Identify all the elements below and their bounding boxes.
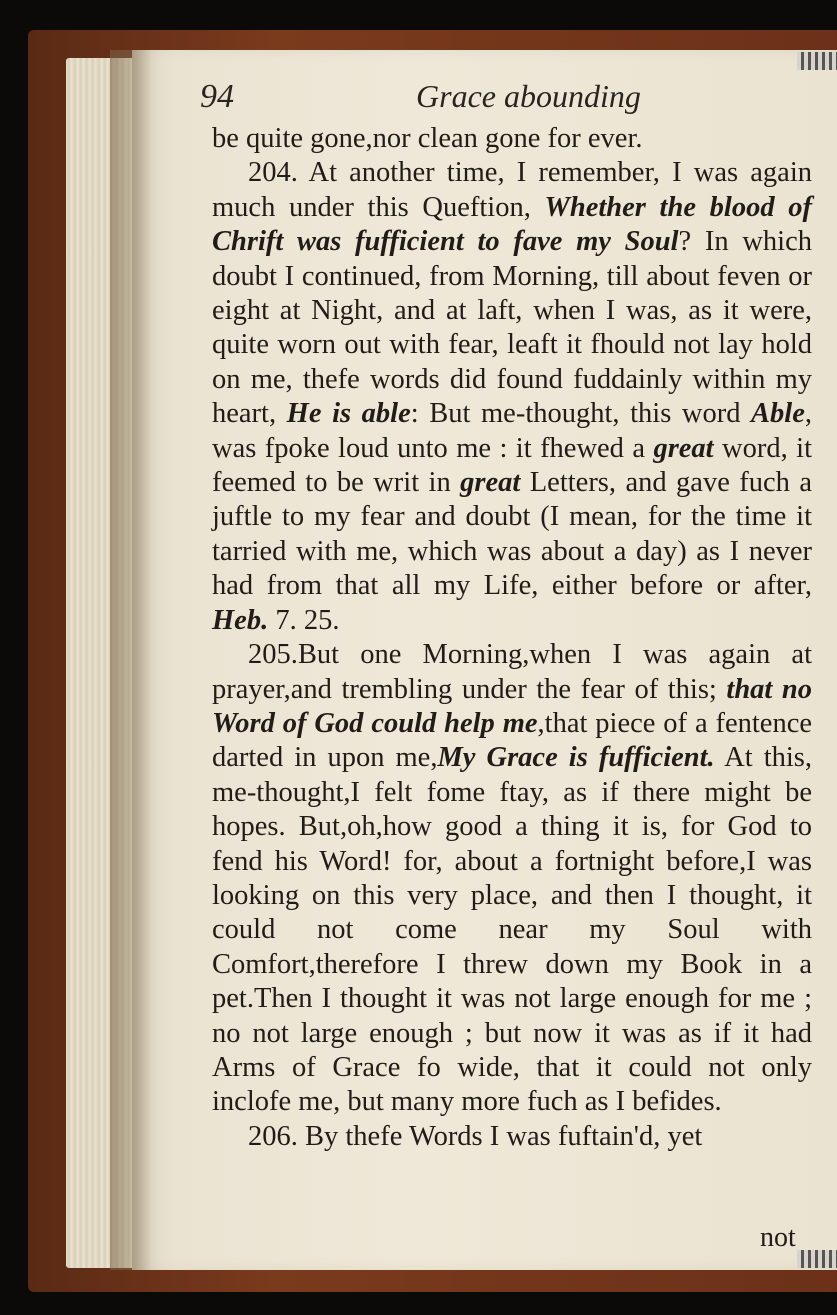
paragraph-205 bbox=[212, 638, 812, 1120]
text-run: ,that piece of a fentence darted in upon me, bbox=[212, 707, 812, 774]
italic-run: He is able bbox=[286, 398, 411, 430]
gutter bbox=[110, 50, 150, 1270]
paragraph-204 bbox=[212, 156, 812, 638]
italic-run: Able bbox=[751, 398, 805, 430]
italic-run: My Grace is fufficient. bbox=[437, 742, 715, 774]
italic-run: great bbox=[460, 467, 521, 499]
page-header bbox=[200, 78, 800, 126]
text-run: word, it feemed to be writ in bbox=[212, 432, 812, 499]
body-text bbox=[212, 122, 812, 1154]
italic-run: Heb. bbox=[212, 604, 269, 636]
text-run: ? In which doubt I continued, from Morning, till about feven or eight at Night, and at laft, when I was, as it were, quite worn out with fear, leaft it fhould not lay hold on me, thefe words did found fuddainly within my heart, bbox=[212, 226, 812, 430]
text-run: 7. 25. bbox=[268, 604, 340, 636]
paragraph-continuation: be quite gone,nor clean gone for ever. bbox=[212, 123, 643, 154]
catchword: not bbox=[760, 1222, 796, 1253]
text-run: 204. At another time, I remember, I was again much under this Queftion, bbox=[212, 157, 812, 223]
clasp-bottom bbox=[797, 1250, 837, 1268]
paragraph-206: 206. By thefe Words I was fuftain'd, yet bbox=[248, 1120, 703, 1152]
clasp-top bbox=[797, 52, 837, 70]
text-run: At this, me-thought,I felt fome ftay, as if there might be hopes. But,oh,how good a thing it is, for God to fend his Word! for, about a fortnight before,I was looking on this very place, and then I thought, it could not come near my Soul with Comfort,therefore I threw down my Book in a pet.Then I thought it was not large enough for me ; no not large enough ; but now it was as if it had Arms of Grace fo wide, that it could not only inclofe me, but many more fuch as I befides. bbox=[212, 742, 812, 1118]
italic-run: great bbox=[653, 432, 714, 464]
italic-run: Whether the blood of Chrift was fufficient to fave my Soul bbox=[212, 191, 812, 258]
text-run: 205.But one Morning,when I was again at prayer,and trembling under the fear of this; bbox=[212, 639, 812, 705]
running-title: Grace abounding bbox=[416, 78, 641, 114]
italic-run: that no Word of God could help me bbox=[212, 673, 812, 739]
page-number: 94 bbox=[200, 78, 234, 115]
text-run: Letters, and gave fuch a juftle to my fear and doubt (I mean, for the time it tarried with me, which was about a day) as I never had from that all my Life, either before or after, bbox=[212, 467, 812, 602]
text-run: : But me-thought, this word bbox=[410, 398, 752, 430]
text-run: , was fpoke loud unto me : it fhewed a bbox=[212, 398, 812, 464]
